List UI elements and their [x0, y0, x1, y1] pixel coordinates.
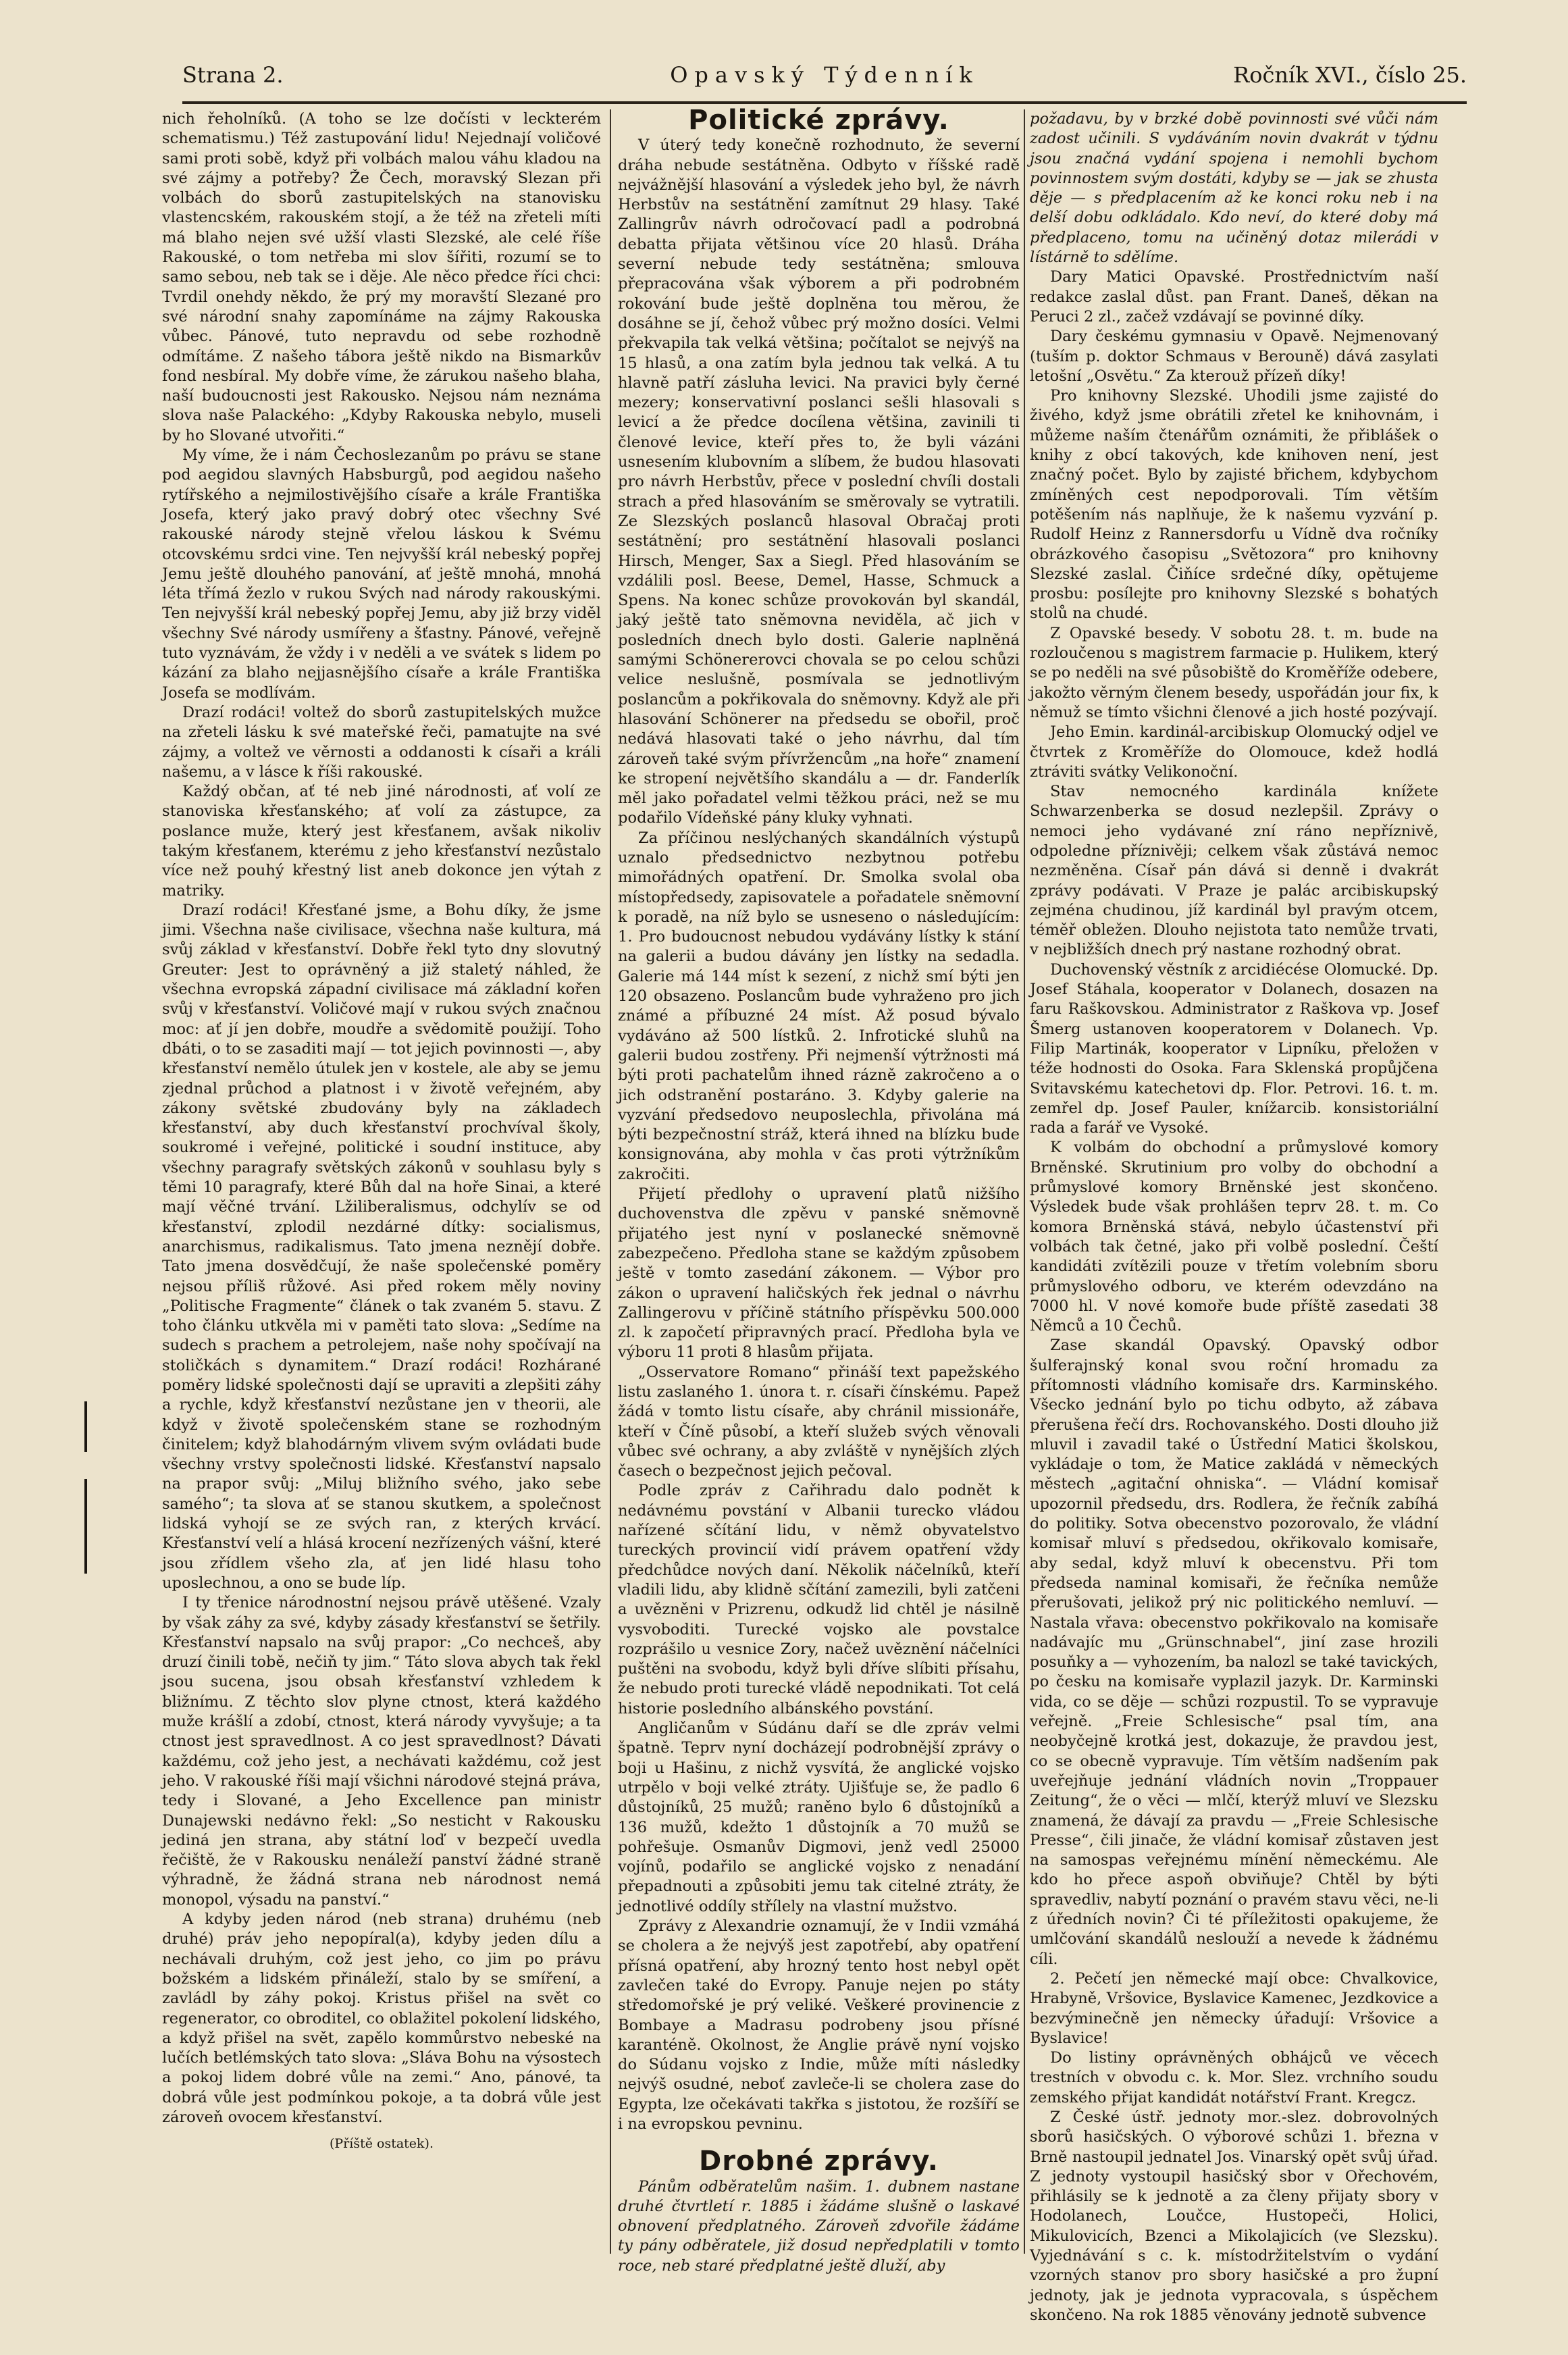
news-item: Jeho Emin. kardinál-arcibiskup Olomucký odjel ve čtvrtek z Kroměříže do Olomouce, kdež hodlá ztráviti svátky Velikonoční. — [1030, 723, 1438, 781]
news-paragraph: Zprávy z Alexandrie oznamují, že v Indii vzmáhá se cholera a že nejvýš jest zapotřebí, aby opatření přísná opatření, aby hrozný tento host nebyl opět zavlečen také do Evropy. Panuje nejen po státy středomořské je prý veliké. Veškeré provinencie z Bombaye a Madrasu podrobeny jsou přísné karanténě. Okolnost, že Anglie právě nyní vojsko do Súdanu vojsko z Indie, může míti následky nejvýš osudné, neboť zavleče-li se cholera zase do Egypta, lze očekávati takřka s jistotou, že rozšíří se i na evropskou pevninu. — [618, 1917, 1020, 2133]
article-paragraph: Každý občan, ať té neb jiné národnosti, ať volí ze stanoviska křesťanského; ať volí za zástupce, za poslance muže, který jest křesťanem, avšak nikoliv takým křesťanem, kterému z jeho křesťanství nezůstalo více než pouhý křestný list aneb dokonce jen výtah z matriky. — [162, 783, 601, 900]
news-item: Dary Matici Opavské. Prostřednictvím naší redakce zaslal důst. pan Frant. Daneš, děkan na Peruci 2 zl., začež vzdávají se povinné díky. — [1030, 268, 1438, 326]
subscriber-notice: Pánům odběratelům našim. 1. dubnem nastane druhé čtvrtletí r. 1885 i žádáme slušně o laskavé obnovení předplatného. Zároveň zdvořile žádáme ty pány odběratele, již dosud nepředplatili v tomto roce, neb staré předplatné ještě dluží, aby — [618, 2177, 1020, 2275]
news-paragraph: Za příčinou neslýchaných skandálních výstupů uznalo předsednictvo nezbytnou potřebu mimořádných opatření. Dr. Smolka svolal oba místopředsedy, zapisovatele a pořadatele sněmovní k poradě, na níž bylo se usneseno o následujícím: 1. Pro budoucnost nebudou vydávány lístky k stání na galerii a budou dávány jen lístky na sedadla. Galerie má 144 míst k sezení, z nichž smí býti jen 120 obsazeno. Poslancům bude vyhraženo pro jich známé a příbuzné 24 míst. Až posud bývalo vydáváno až 500 lístků. 2. Infrotické sluhů na galerii budou zostřeny. Při nejmenší výtržnosti má býti proti pachatelům ihned rázně zakročeno a o jich odstranění postaráno. 3. Kdyby galerie na vyzvání předsedovo neuposlechla, přivolána má býti bezpečnostní stráž, která ihned na blízku bude konsignována, aby mohla v čas proti výtržníkům zakročiti. — [618, 829, 1020, 1183]
section-title-short-news: Drobné zprávy. — [699, 2146, 939, 2177]
article-paragraph: Drazí rodáci! voltež do sborů zastupitelských mužce na zřeteli lásku k své mateřské řeči, pamatujte na své zájmy, a voltež ve věrnosti a oddanosti k císaři a králi našemu, a v lásce k říši rakouské. — [162, 703, 601, 781]
volume-issue: Ročník XVI., číslo 25. — [1233, 62, 1467, 88]
news-item: 2. Pečetí jen německé mají obce: Chvalkovice, Hrabyně, Vršovice, Byslavice Kamenec, Jezdkovice a bezvýminečně jen německy úřadují: Vršovice a Byslavice! — [1030, 1969, 1438, 2047]
news-item: Dary českému gymnasiu v Opavě. Nejmenovaný (tuším p. doktor Schmaus v Berouně) dává zasylati letošní „Osvětu.“ Za kterouž přízeň díky! — [1030, 328, 1438, 385]
page-number: Strana 2. — [182, 62, 284, 88]
news-item: Duchovenský věstník z arcidiécése Olomucké. Dp. Josef Stáhala, kooperator v Dolanech, dosazen na faru Raškovskou. Administrator z Raškova vp. Josef Šmerg ustanoven kooperatorem v Dolanech. Vp. Filip Martinák, kooperator v Lipníku, přeložen v téže hodnosti do Osoka. Fara Sklenská propůjčena Svitavskému katechetovi dp. Flor. Petrovi. 16. t. m. zemřel dp. Josef Pauler, knížarcib. konsistoriální rada a farář ve Vysoké. — [1030, 960, 1438, 1137]
margin-mark — [84, 1479, 87, 1574]
news-item: Z Opavské besedy. V sobotu 28. t. m. bude na rozloučenou s magistrem farmacie p. Hulikem, který se po neděli na své působiště do Kroměříže odebere, jakožto věrným členem besedy, uspořádán jour fix, k němuž se tímto všichni členové a jich hosté pozývají. — [1030, 624, 1438, 721]
column-2 — [618, 105, 1020, 2275]
news-paragraph: „Osservatore Romano“ přináší text papežského listu zaslaného 1. února t. r. císaři čínskému. Papež žádá v tomto listu císaře, aby chránil missionáře, kteří v Číně působí, a kteří služeb svých věnovali vůbec své ochrany, a aby zvláště v nynějších zlých časech o bezpečnost jejich pečoval. — [618, 1363, 1020, 1480]
column-3 — [1030, 109, 1438, 2324]
news-item: Stav nemocného kardinála knížete Schwarzenberka se dosud nezlepšil. Zprávy o nemoci jeho vydávané zní ráno nepříznivě, odpoledne příznivěji; celkem však zůstává nemoc nezměněna. Císař pán dává si denně i dvakrát zprávy podávati. V Praze je palác arcibiskupský zejména chudinou, jíž kardinál byl pravým otcem, téměř obležen. Dlouho nejistota tato nemůže trvati, v nejbližších dnech prý nastane rozhodný obrat. — [1030, 783, 1438, 959]
page-header — [182, 62, 1467, 103]
article-paragraph: nich řeholníků. (A toho se lze dočísti v leckterém schematismu.) Též zastupování lidu! Nejednají voličové sami proti sobě, když při volbách malou váhu kladou na své zájmy a potřeby? Že Čech, moravský Slezan při volbách do sborů zastupitelských na stanovisku vlastencském, rakouském stojí, a že též na zřeteli míti má blaho nejen své užší vlasti Slezské, ale celé říše Rakouské, o tom netřeba mi slov šířiti, rozumí se to samo sebou, neb tak se i děje. Ale něco předce říci chci: Tvrdil onehdy někdo, že prý my moravští Slezané pro své národní snahy zapomínáme na zájmy Rakouska vůbec. Pánové, tuto nepravdu od sebe rozhodně odmítáme. Z našeho tábora ještě nikdo na Bismarkův fond nesbíral. My dobře víme, že zárukou našeho blaha, naší budoucnosti jest Rakousko. Nejsou nám neznáma slova naše Palackého: „Kdyby Rakouska nebylo, museli by ho Slované utvořiti.“ — [162, 110, 601, 444]
masthead-title: Opavský Týdenník — [670, 62, 979, 88]
subscriber-notice-continued: požadavu, by v brzké době povinnosti své vůči nám zadost učinili. S vydáváním novin dvakrát v týdnu jsou značná vydání spojena i nemohli bychom povinnostem svým dostáti, kdyby se — jak se zhusta děje — s předplacením až ke konci roku neb i na delší dobu odkládalo. Kdo neví, do které doby má předplaceno, tomu na učiněný dotaz milerádi v lístárně to sdělíme. — [1030, 110, 1438, 267]
column-divider — [1024, 109, 1025, 2254]
news-item: Do listiny oprávněných obhájců ve věcech trestních v obvodu c. k. Mor. Slez. vrchního soudu zemského přijat kandidát notářství Frant. Kregcz. — [1030, 2049, 1438, 2106]
margin-mark — [84, 1401, 87, 1452]
news-item: K volbám do obchodní a průmyslové komory Brněnské. Skrutinium pro volby do obchodní a průmyslové komory Brněnské jest skončeno. Výsledek bude však prohlášen teprv 28. t. m. Co komora Brněnská stává, nebylo účastenství při volbách tak četné, jako při volbě poslední. Čeští kandidáti zvítězili pouze v třetím volebním sboru průmyslového odboru, ve kterém odevzdáno na 7000 hl. V nové komoře bude příště zasedati 38 Němců a 10 Čechů. — [1030, 1139, 1438, 1335]
header-rule — [182, 101, 1467, 104]
news-item: Zase skandál Opavský. Opavský odbor šulferajnský konal svou roční hromadu za přítomnosti vládního komisaře drs. Karminského. Všecko jednání bylo po tichu odbyto, až zábava přerušena řečí drs. Rochovanského. Dosti dlouho již mluvil i zavadil také o Ústřední Matici školskou, vykládaje o tom, že Matice zakládá v německých městech „agitační ohniska“. — Vládní komisař upozornil předsedu, drs. Rodlera, že řečník zabíhá do politiky. Sotva obecenstvo pozorovalo, že vládní komisař mluví s předsedou, okřikovalo komisaře, aby sedal, když mluví k obecenstvu. Při tom předseda naminal komisaři, že řečníka nemůže přerušovati, jelikož prý nic politického nemluví. — Nastala vřava: obecenstvo pokřikovalo na komisaře nadávajíc mu „Grünschnabel“, jiní zase hrozili posuňky a — vyhozením, ba nalozl se také tavických, po česku na komisaře vyplazil jazyk. Dr. Karminski vida, co se děje — schůzi rozpustil. To se vypravuje veřejně. „Freie Schlesische“ psal tím, ana neobyčejně krotká jest, dokazuje, že pravdou jest, co se obecně vypravuje. Tím větším nadšením pak uveřejňuje jednání vládních novin „Troppauer Zeitung“, že o věci — mlčí, kterýž mluví ve Slezsku znamená, že dávají za pravdu — „Freie Schlesische Presse“, čili jinače, že vládní komisař zůstaven jest na samospas veřejnému mínění německému. Ale kdo ho přece aspoň obviňuje? Chtěl by býti spravedliv, nabytí poznání o pravém stavu věci, ne-li z úředních novin? Či té příležitosti opakujeme, že umlčování skandálů neslouží a nevede k žádnému cíli. — [1030, 1337, 1438, 1968]
article-paragraph: A kdyby jeden národ (neb strana) druhému (neb druhé) práv jeho nepopíral(a), kdyby jeden dílu a nechávali druhým, což jest jeho, co jim po právu božském a lidském přináleží, stalo by se smíření, a zavládl by záhy pokoj. Kristus přišel na svět co regenerator, co obroditel, co oblažitel pokolení lidského, a když přišel na svět, zapělo kommůrstvo nebeské na lučích betlémských tato slova: „Sláva Bohu na výsostech a pokoj lidem dobré vůle na zemi.“ Ano, pánové, ta dobrá vůle jest podmínkou pokoje, a ta dobrá vůle jest zároveň ovocem křesťanství. — [162, 1911, 601, 2126]
article-paragraph: My víme, že i nám Čechoslezanům po právu se stane pod aegidou slavných Habsburgů, pod aegidou našeho rytířského a nejmilostivějšího císaře a krále Františka Josefa, který jako pravý dobrý otec všechny Své rakouské národy stejně vřelou láskou k Svému otcovskému srdci vine. Ten nejvyšší král nebeský popřej Jemu ještě dlouhého panování, ať ještě mnohá, mnohá léta třímá žezlo v rukou Svých nad národy rakouskými. Ten nejvyšší král nebeský popřej Jemu, aby již brzy viděl všechny Své národy usmířeny a šťastny. Pánové, veřejně tuto vyznávám, že vždy i v neděli a ve svátek s lidem po kázání za blaho nejjasnějšího císaře a krále Františka Josefa se modlívám. — [162, 446, 601, 702]
news-paragraph: Angličanům v Súdánu daří se dle zpráv velmi špatně. Teprv nyní docházejí podrobnější zprávy o boji u Hašinu, z nichž vysvítá, že anglické vojsko utrpělo v boji velké ztráty. Ujišťuje se, že padlo 6 důstojníků, 25 mužů; raněno bylo 6 důstojníků a 136 mužů, kdežto 1 důstojník a 70 mužů se pohřešuje. Osmanův Digmovi, jenž vedl 25000 vojínů, podařilo se anglické vojsko z nenadání přepadnouti a způsobiti jemu tak citelné ztráty, že jednotlivé oddíly střílely na vlastní mužstvo. — [618, 1719, 1020, 1915]
news-paragraph: Podle zpráv z Cařihradu dalo podnět k nedávnému povstání v Albanii turecko vládou nařízené sčítání lidu, v němž obyvatelstvo tureckých provincií vidí právem opatření vždy předchůdce nových daní. Několik náčelníků, kteří vladili lidu, aby klidně sčítání zamezili, byli zatčeni a uvězněni v Prizrenu, odkudž lid chtěl je násilně vysvoboditi. Turecké vojsko ale povstalce rozprášilo u vesnice Zory, načež uvěznění náčelníci puštěni na svobodu, když byli dříve slíbiti přísahu, že nebudo proti turecké vládě nepodnikati. Tot celá historie posledního albánského povstání. — [618, 1482, 1020, 1717]
article-paragraph: I ty třenice národnostní nejsou právě utěšené. Vzaly by však záhy za své, kdyby zásady křesťanství se šetřily. Křesťanství napsalo na svůj prapor: „Co nechceš, aby druzí činili tobě, nečiň ty jim.“ Táto slova abych tak řekl jsou sucena, jsou obsah křesťanství vzhledem k bližnímu. Z těchto slov plyne ctnost, která každého muže krášlí a zdobí, ctnost, která národy vyvyšuje; a ta ctnost jest spravedlnost. A co jest spravedlnost? Dávati každému, což jeho jest, a nechávati každému, což jest jeho. V rakouské říši mají všichni národové stejná práva, tedy i Slované, a Jeho Excellence pan ministr Dunajewski nedávno řekl: „So nesticht v Rakousku jediná jen strana, aby státní loď v bezpečí uvedla řečiště, že v Rakousku nenáleží panství žádné straně výhradně, že žádná strana neb národnost nemá monopol, výsadu na panství.“ — [162, 1594, 601, 1909]
news-item: Z České ústř. jednoty mor.-slez. dobrovolných sborů hasičských. O výborové schůzi 1. března v Brně nastoupil jednatel Jos. Vinarský opět svůj úřad. Z jednoty vystoupil hasičský sbor v Ořechovém, přihlásily se k jednotě a za členy přijaty sbory v Hodolanech, Loučce, Hustopeči, Holici, Mikulovicích, Bzenci a Mikolajicích (ve Slezsku). Vyjednávání s c. k. místodržitelstvím o vydání vzorných stanov pro sbory hasičské a pro župní jednoty, jak je jednota vypracovala, s úspěchem skončeno. Na rok 1885 věnovány jednotě subvence — [1030, 2108, 1438, 2324]
news-paragraph: V úterý tedy konečně rozhodnuto, že severní dráha nebude sestátněna. Odbyto v říšské radě nejvážnější hlasování a výsledek jeho byl, že návrh Herbstův na sestátnění zamítnut 29 hlasy. Také Zallingrův návrh odročovací padl a podrobná debatta přijata většinou více 20 hlasů. Dráha severní nebude tedy sestátněna; smlouva přepracována však výborem a při podrobném rokování bude ještě doplněna tou měrou, že dosáhne se jí, čehož vůbec prý možno dosíci. Velmi překvapila tak velká většina; počítalot se nejvýš na 15 hlasů, a ona zatím byla jednou tak velká. A tu hlavně patří zásluha levici. Na pravici byly černé mezery; konservativní poslanci sešli hlasovali s levicí a že předce docílena většina, zavinili ti členové levice, kteří přes to, že byli vázáni usnesením klubovním a slíbem, že budou hlasovati pro návrh Herbstův, přece v poslední chvíli dostali strach a před hlasováním se směrovaly se vytratili. Ze Slezských poslanců hlasoval Obračaj proti sestátnění; pro sestátnění hlasovali poslanci Hirsch, Menger, Sax a Siegl. Před hlasováním se vzdálili posl. Beese, Demel, Hasse, Schmuck a Spens. Na konec schůze provokován byl skandál, jaký ještě tato sněmovna neviděla, ač jich v posledních dnech bylo dosti. Galerie naplněná samými Schönererovci chovala se po celou schůzi velice neslušně, posmívala se jednotlivým poslancům a pokřikovala do sněmovny. Když ale při hlasování Schönerer na předsedu se obořil, proč nedává hlasovati také o jeho návrhu, dal tím zároveň také svým přívržencům „na hoře“ znamení ke stropení největšího skandálu a — dr. Fanderlík měl jako pořadatel velmi těžkou práci, než se mu podařilo Vídeňské pány kluky vyhnati. — [618, 136, 1020, 827]
article-paragraph: Drazí rodáci! Křesťané jsme, a Bohu díky, že jsme jimi. Všechna naše civilisace, všechna naše kultura, má svůj základ v křesťanství. Dobře řekl tyto dny slovutný Greuter: Jest to oprávněný a již staletý náhled, že všechna evropská západní civilisace má základní kořen svůj v křesťanství. Voličové mají v rukou svých značnou moc: ať jí jen dobře, moudře a svědomitě použijí. Toho dbáti, o to se zasaditi mají — tot jejich povinnosti —, aby křesťanství nemělo útulek jen v kostele, ale aby se jemu zjednal průchod a platnost i v životě veřejném, aby zákony světské zbudovány byly na základech křesťanství, aby duch křesťanství prochvíval školy, soukromé i veřejné, politické i soudní instituce, aby všechny paragrafy světských zákonů v souhlasu byly s těmi 10 paragrafy, které Bůh dal na hoře Sinai, a které mají věčné trvání. Lžiliberalismus, odchylív se od křesťanství, zplodil nezdárné dítky: socialismus, anarchismus, radikalismus. Tato jmena neznějí dobře. Tato jmena dosvědčují, že naše společenské poměry nejsou příliš růžové. Asi před rokem měly noviny „Politische Fragmente“ článek o tak zvaném 5. stavu. Z toho článku utkvěla mi v paměti tato slova: „Sedíme na sudech s prachem a petrolejem, naše nohy spočívají na stoličkách s dynamitem.“ Drazí rodáci! Rozhárané poměry lidské společnosti dají se upraviti a zlepšiti záhy a rychle, když křesťanství nezůstane jen v theorii, ale když v životě společenském stane se rozhodným činitelem; když blahodárným vlivem svým ovládati bude všechny vrstvy společnosti lidské. Křesťanství napsalo na prapor svůj: „Miluj bližního svého, jako sebe samého“; ta slova ať se stanou skutkem, a společnost lidská vyhojí se ze svých ran, z kterých krvácí. Křesťanství velí a hlásá krocení nezřízených vášní, které jsou zřídlem všeho zla, ať jen lidé hlasu toho uposlechnou, a ono se bude líp. — [162, 901, 601, 1592]
column-divider — [610, 109, 611, 2254]
section-title-political-news: Politické zprávy. — [688, 105, 949, 136]
column-1 — [162, 109, 601, 2260]
news-paragraph: Přijetí předlohy o upravení platů nižšího duchovenstva dle zpěvu v panské sněmovně přijatého jest nyní v poslanecké sněmovně zabezpečeno. Předloha stane se každým způsobem ještě v tomto zasedání zákonem. — Výbor pro zákon o upravení haličských řek jednal o návrhu Zallingerovu v příčině státního příspěvku 500.000 zl. k započetí připravných prací. Předloha byla ve výboru 11 proti 8 hlasům přijata. — [618, 1185, 1020, 1362]
news-item: Pro knihovny Slezské. Uhodili jsme zajisté do živého, když jsme obrátili zřetel ke knihovnám, i můžeme naším čtenářům oznámiti, že přiblášek o knihy z obcí takových, kde knihoven není, jest značný počet. Bylo by zajisté břichem, kdybychom zmíněných cest nepodporovali. Tím větším potěšením nás naplňuje, že k našemu vyzvání p. Rudolf Heinz z Rannersdorfu u Vídně dva ročníky obrázkového časopisu „Světozora“ pro knihovny Slezské zaslal. Čiňíce srdečné díky, opětujeme prosbu: posílejte pro knihovny Slezské s bohatých stolů na chudé. — [1030, 387, 1438, 623]
continued-note: (Příště ostatek). — [329, 2136, 434, 2152]
